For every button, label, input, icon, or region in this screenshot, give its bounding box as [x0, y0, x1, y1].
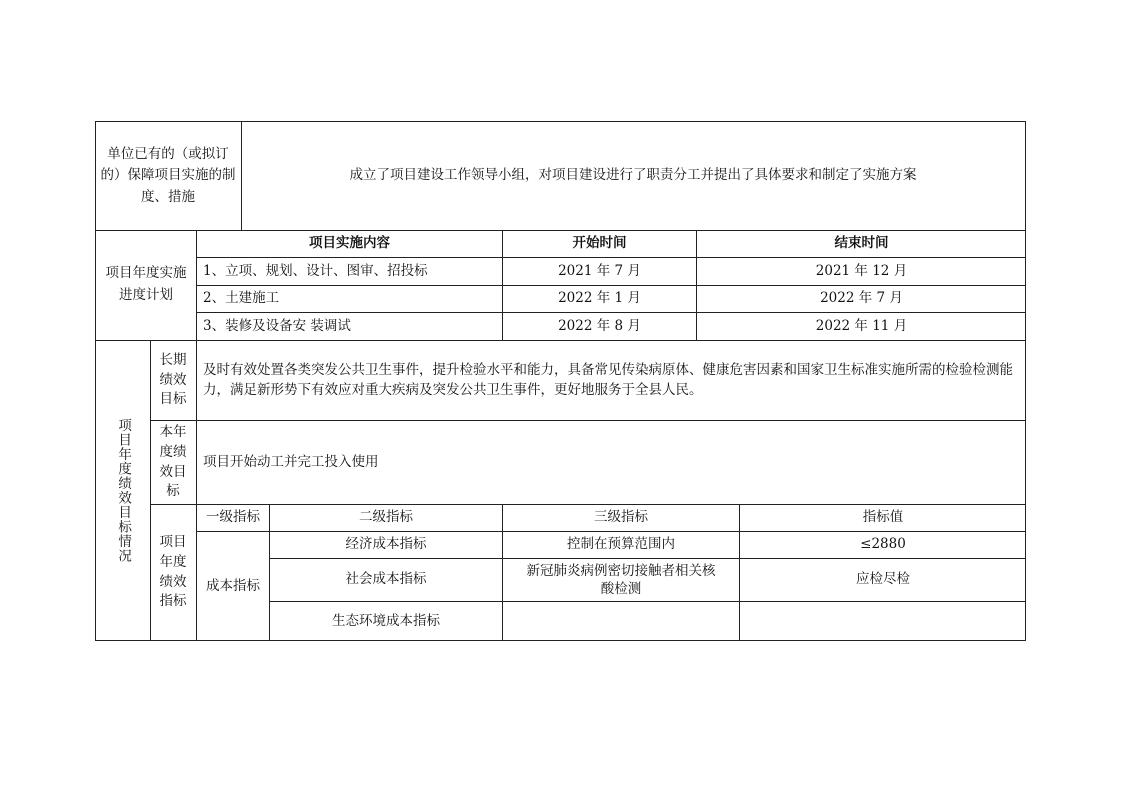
long-term-content: 及时有效处置各类突发公共卫生事件，提升检验水平和能力，具备常见传染病原体、健康危害因素和国家卫生标准实施所需的检验检测能力，满足新形势下有效应对重大疾病及突发公共卫生事件，更好地服务于全县人民。 [203, 361, 1013, 398]
indicator-level2: 生态环境成本指标 [332, 612, 440, 629]
long-term-label: 长期绩效目标 [159, 352, 187, 408]
header-end: 结束时间 [834, 235, 889, 252]
indicator-level2: 社会成本指标 [345, 571, 427, 588]
schedule-start: 2022 年 8 月 [558, 317, 641, 334]
annual-content: 项目开始动工并完工投入使用 [203, 453, 379, 470]
schedule-task: 3、装修及设备安 装调试 [203, 317, 351, 334]
schedule-start: 2021 年 7 月 [558, 262, 641, 279]
schedule-end: 2022 年 11 月 [815, 317, 908, 334]
schedule-end: 2022 年 7 月 [820, 290, 903, 307]
header-level2: 二级指标 [359, 509, 413, 526]
indicator-label: 项目年度绩效指标 [159, 534, 187, 610]
schedule-task: 1、立项、规划、设计、图审、招投标 [203, 262, 428, 279]
header-level3: 三级指标 [594, 509, 648, 526]
schedule-start: 2022 年 1 月 [558, 290, 641, 307]
divider [150, 340, 151, 641]
level1-cost: 成本指标 [206, 577, 260, 594]
indicator-level3 [503, 602, 739, 641]
schedule-end: 2021 年 12 月 [815, 262, 908, 279]
schedule-task: 2、土建施工 [203, 290, 280, 307]
header-start: 开始时间 [572, 235, 627, 252]
indicator-level3: 新冠肺炎病例密切接触者相关核酸检测 [526, 562, 716, 597]
header-level1: 一级指标 [206, 509, 260, 526]
indicator-value [740, 602, 1026, 641]
indicator-value: ≤2880 [860, 536, 906, 553]
divider [150, 420, 1026, 421]
section1-content: 成立了项目建设工作领导小组，对项目建设进行了职责分工并提出了具体要求和制定了实施方案 [349, 167, 917, 184]
indicator-level2: 经济成本指标 [345, 536, 427, 553]
header-content: 项目实施内容 [309, 235, 390, 252]
section2-label: 项目年度实施进度计划 [105, 265, 187, 303]
divider [241, 121, 242, 230]
indicator-value: 应检尽检 [856, 571, 910, 588]
header-value: 指标值 [862, 509, 904, 526]
section3-label: 项目年度绩效目标情况 [115, 418, 132, 563]
annual-label: 本年度绩效目标 [159, 424, 187, 500]
divider [95, 340, 1026, 341]
indicator-level3: 控制在预算范围内 [567, 536, 675, 553]
section1-label: 单位已有的（或拟订的）保障项目实施的制度、措施 [100, 145, 236, 205]
